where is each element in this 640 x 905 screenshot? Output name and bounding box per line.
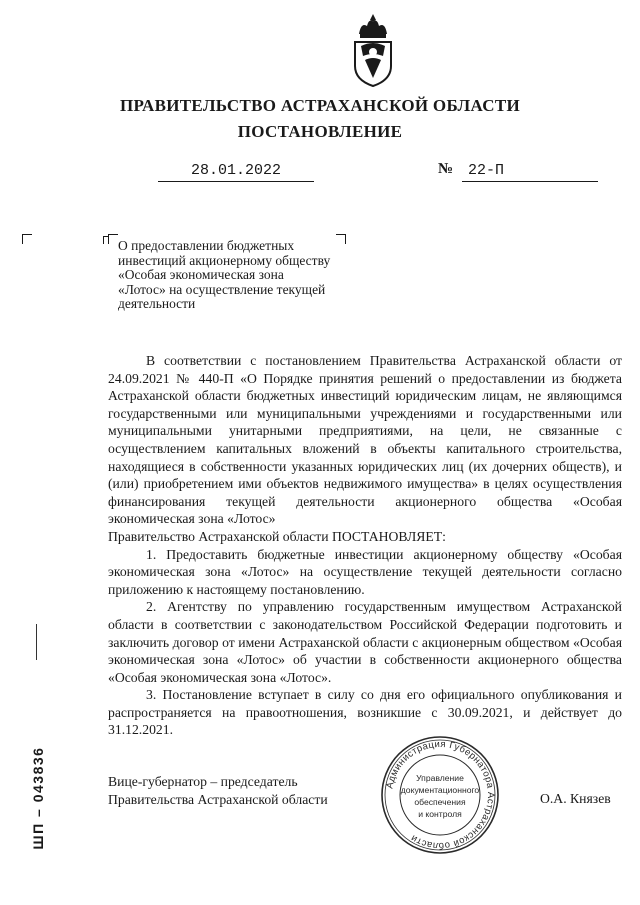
form-serial-code-text: ШП – 043836 — [30, 746, 46, 850]
margin-line — [36, 624, 37, 660]
item-1-paragraph: 1. Предоставить бюджетные инвестиции акционерному обществу «Особая экономическая зона «Лотос» на осуществление текущей деятельности согласно приложению к настоящему постановлению. — [108, 546, 622, 597]
stamp-ring-text: Администрация Губернатора Астраханской области — [384, 738, 497, 852]
document-number: 22-П — [462, 160, 598, 182]
document-date: 28.01.2022 — [158, 160, 314, 182]
signer-name: О.А. Князев — [540, 791, 611, 806]
subject-corner-mark-left — [108, 234, 118, 244]
margin-corner-mark — [22, 234, 32, 244]
official-stamp — [378, 733, 502, 857]
item-2-paragraph: 2. Агентству по управлению государственным имуществом Астраханской области в соответствии с законодательством Российской Федерации подготовить и заключить договор от имени Астраханской области с акционерным обществом «Особая экономическая зона «Лотос» об участии в собственности акционерного общества «Особая экономическая зона «Лотос». — [108, 599, 622, 685]
document-body — [108, 352, 622, 739]
item-3-paragraph: 3. Постановление вступает в силу со дня его официального опубликования и распространяется на правоотношения, возникшие с 30.09.2021, и действует до 31.12.2021. — [108, 687, 622, 738]
signer-position-line-1: Вице-губернатор – председатель — [108, 774, 298, 789]
document-subject: О предоставлении бюджетных инвестиций акционерному обществу «Особая экономическая зона «Лотос» на осуществление текущей деятельности — [118, 238, 331, 311]
enactment-clause: Правительство Астраханской области ПОСТАНОВЛЯЕТ: — [108, 528, 446, 544]
stamp-line-4: и контроля — [418, 809, 462, 819]
signer-position-line-2: Правительства Астраханской области — [108, 791, 328, 807]
stamp-line-2: документационного — [400, 785, 480, 795]
government-title: ПРАВИТЕЛЬСТВО АСТРАХАНСКОЙ ОБЛАСТИ — [120, 96, 520, 115]
preamble-paragraph: В соответствии с постановлением Правительства Астраханской области от 24.09.2021 № 440-П «О Порядке принятия решений о предоставлении из бюджета Астраханской области бюджетных инвестиций юридическим лицам, не являющимся государственными или муниципальными учреждениями и государственными или муниципальными унитарными предприятиями, на цели, не связанные с осуществлением капитальных вложений в объекты капитального строительства, находящиеся в собственности указанных юридических лиц (их дочерних обществ), и (или) приобретением ими объектов недвижимого имущества» в целях осуществления финансирования текущей деятельности акционерного общества «Особая экономическая зона «Лотос» — [108, 353, 622, 527]
subject-corner-mark-right — [336, 234, 346, 244]
coat-of-arms-emblem — [351, 12, 395, 88]
form-serial-code — [28, 718, 48, 878]
number-sign: № — [438, 161, 454, 177]
stamp-line-1: Управление — [416, 773, 464, 783]
signer-position — [108, 773, 328, 808]
stamp-line-3: обеспечения — [414, 797, 466, 807]
document-type: ПОСТАНОВЛЕНИЕ — [237, 122, 403, 141]
